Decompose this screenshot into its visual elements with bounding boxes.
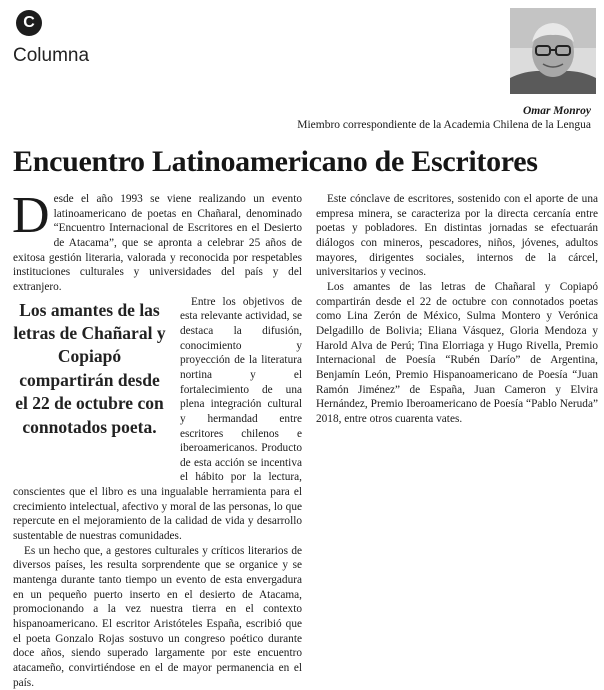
pull-quote: Los amantes de las letras de Chañaral y Copiapó compartirán desde el 22 de octubre con connotados poeta. xyxy=(13,299,166,437)
article-column-2 xyxy=(316,192,598,427)
author-title: Miembro correspondiente de la Academia Chilena de la Lengua xyxy=(297,119,591,131)
author-portrait-image xyxy=(510,8,596,94)
section-label: Columna xyxy=(13,45,90,66)
paragraph-5: Los amantes de las letras de Chañaral y Copiapó compartirán desde el 22 de octubre con connotados poetas como Lina Zerón de México, Sulma Montero y Verónica Delgadillo de Bolivia; Eliana Vásquez, Gloria Mendoza y Harold Alva de Perú; Tina Elorriaga y Hugo Rivella, Premio Internacional de Poesía “Rubén Darío” de Argentina, Benjamín León, Premio Hispanoamericano de Poesía “Juan Ramón Jiménez” de España, Juan Cameron y Elvira Hernández, Premio Iberoamericano de Poesía “Pablo Neruda” 2018, entre otros cuarenta vates. xyxy=(316,280,598,425)
section-badge: C xyxy=(16,10,42,36)
paragraph-1: Desde el año 1993 se viene realizando un evento latinoamericano de poetas en Chañaral, denominado “Encuentro Internacional de Escritores en el Desierto de Atacama”, que se apronta a celebrar 25 años de exitosa gestión literaria, valorada y reconocida por respetables instituciones culturales y universidades del país y del extranjero. xyxy=(12,187,302,293)
drop-cap: D xyxy=(12,187,50,244)
article-column-1 xyxy=(12,187,302,690)
paragraph-3: Es un hecho que, a gestores culturales y críticos literarios de diversos países, les resulta sorprendente que se organice y se mantenga durante tanto tiempo un evento de esta envergadura en un pequeño puerto inserto en el desierto de Atacama, promocionando a la vez nuestra tierra en el contexto hispanoamericano. El escritor Aristóteles España, escribió que el poeta Gonzalo Rojas sostuvo un congreso poético durante doce años, siendo superado largamente por este encuentro atacameño, convirtiéndose en el de mayor permanencia en el país. xyxy=(13,544,302,689)
paragraph-2: Entre los objetivos de esta relevante actividad, se destaca la difusión, conocimiento y proyección de la literatura nortina y el fortalecimiento de una plena integración cultural y hermandad entre escritores chilenos e iberoamericanos. Producto de esta acción se incentiva el hábito por la lectura, conscientes que el libro es una ingualable herramienta para el crecimiento intelectual, afectivo y moral de las personas, lo que repercute en el mejoramiento de la calidad de vida y desarrollo sustentable de nuestras comunidades. xyxy=(13,295,302,543)
author-byline xyxy=(297,104,591,132)
article-headline: Encuentro Latinoamericano de Escritores xyxy=(13,145,538,178)
author-photo xyxy=(510,8,596,94)
author-name: Omar Monroy xyxy=(522,105,591,117)
paragraph-4: Este cónclave de escritores, sostenido con el aporte de una empresa minera, se caracteriza por la directa cercanía entre poetas y pobladores. En distintas jornadas se efectuarán diálogos con mineros, pescadores, niños, jóvenes, adultos mayores, dirigentes sociales, internos de la cárcel, universitarios y vecinos. xyxy=(316,193,598,279)
